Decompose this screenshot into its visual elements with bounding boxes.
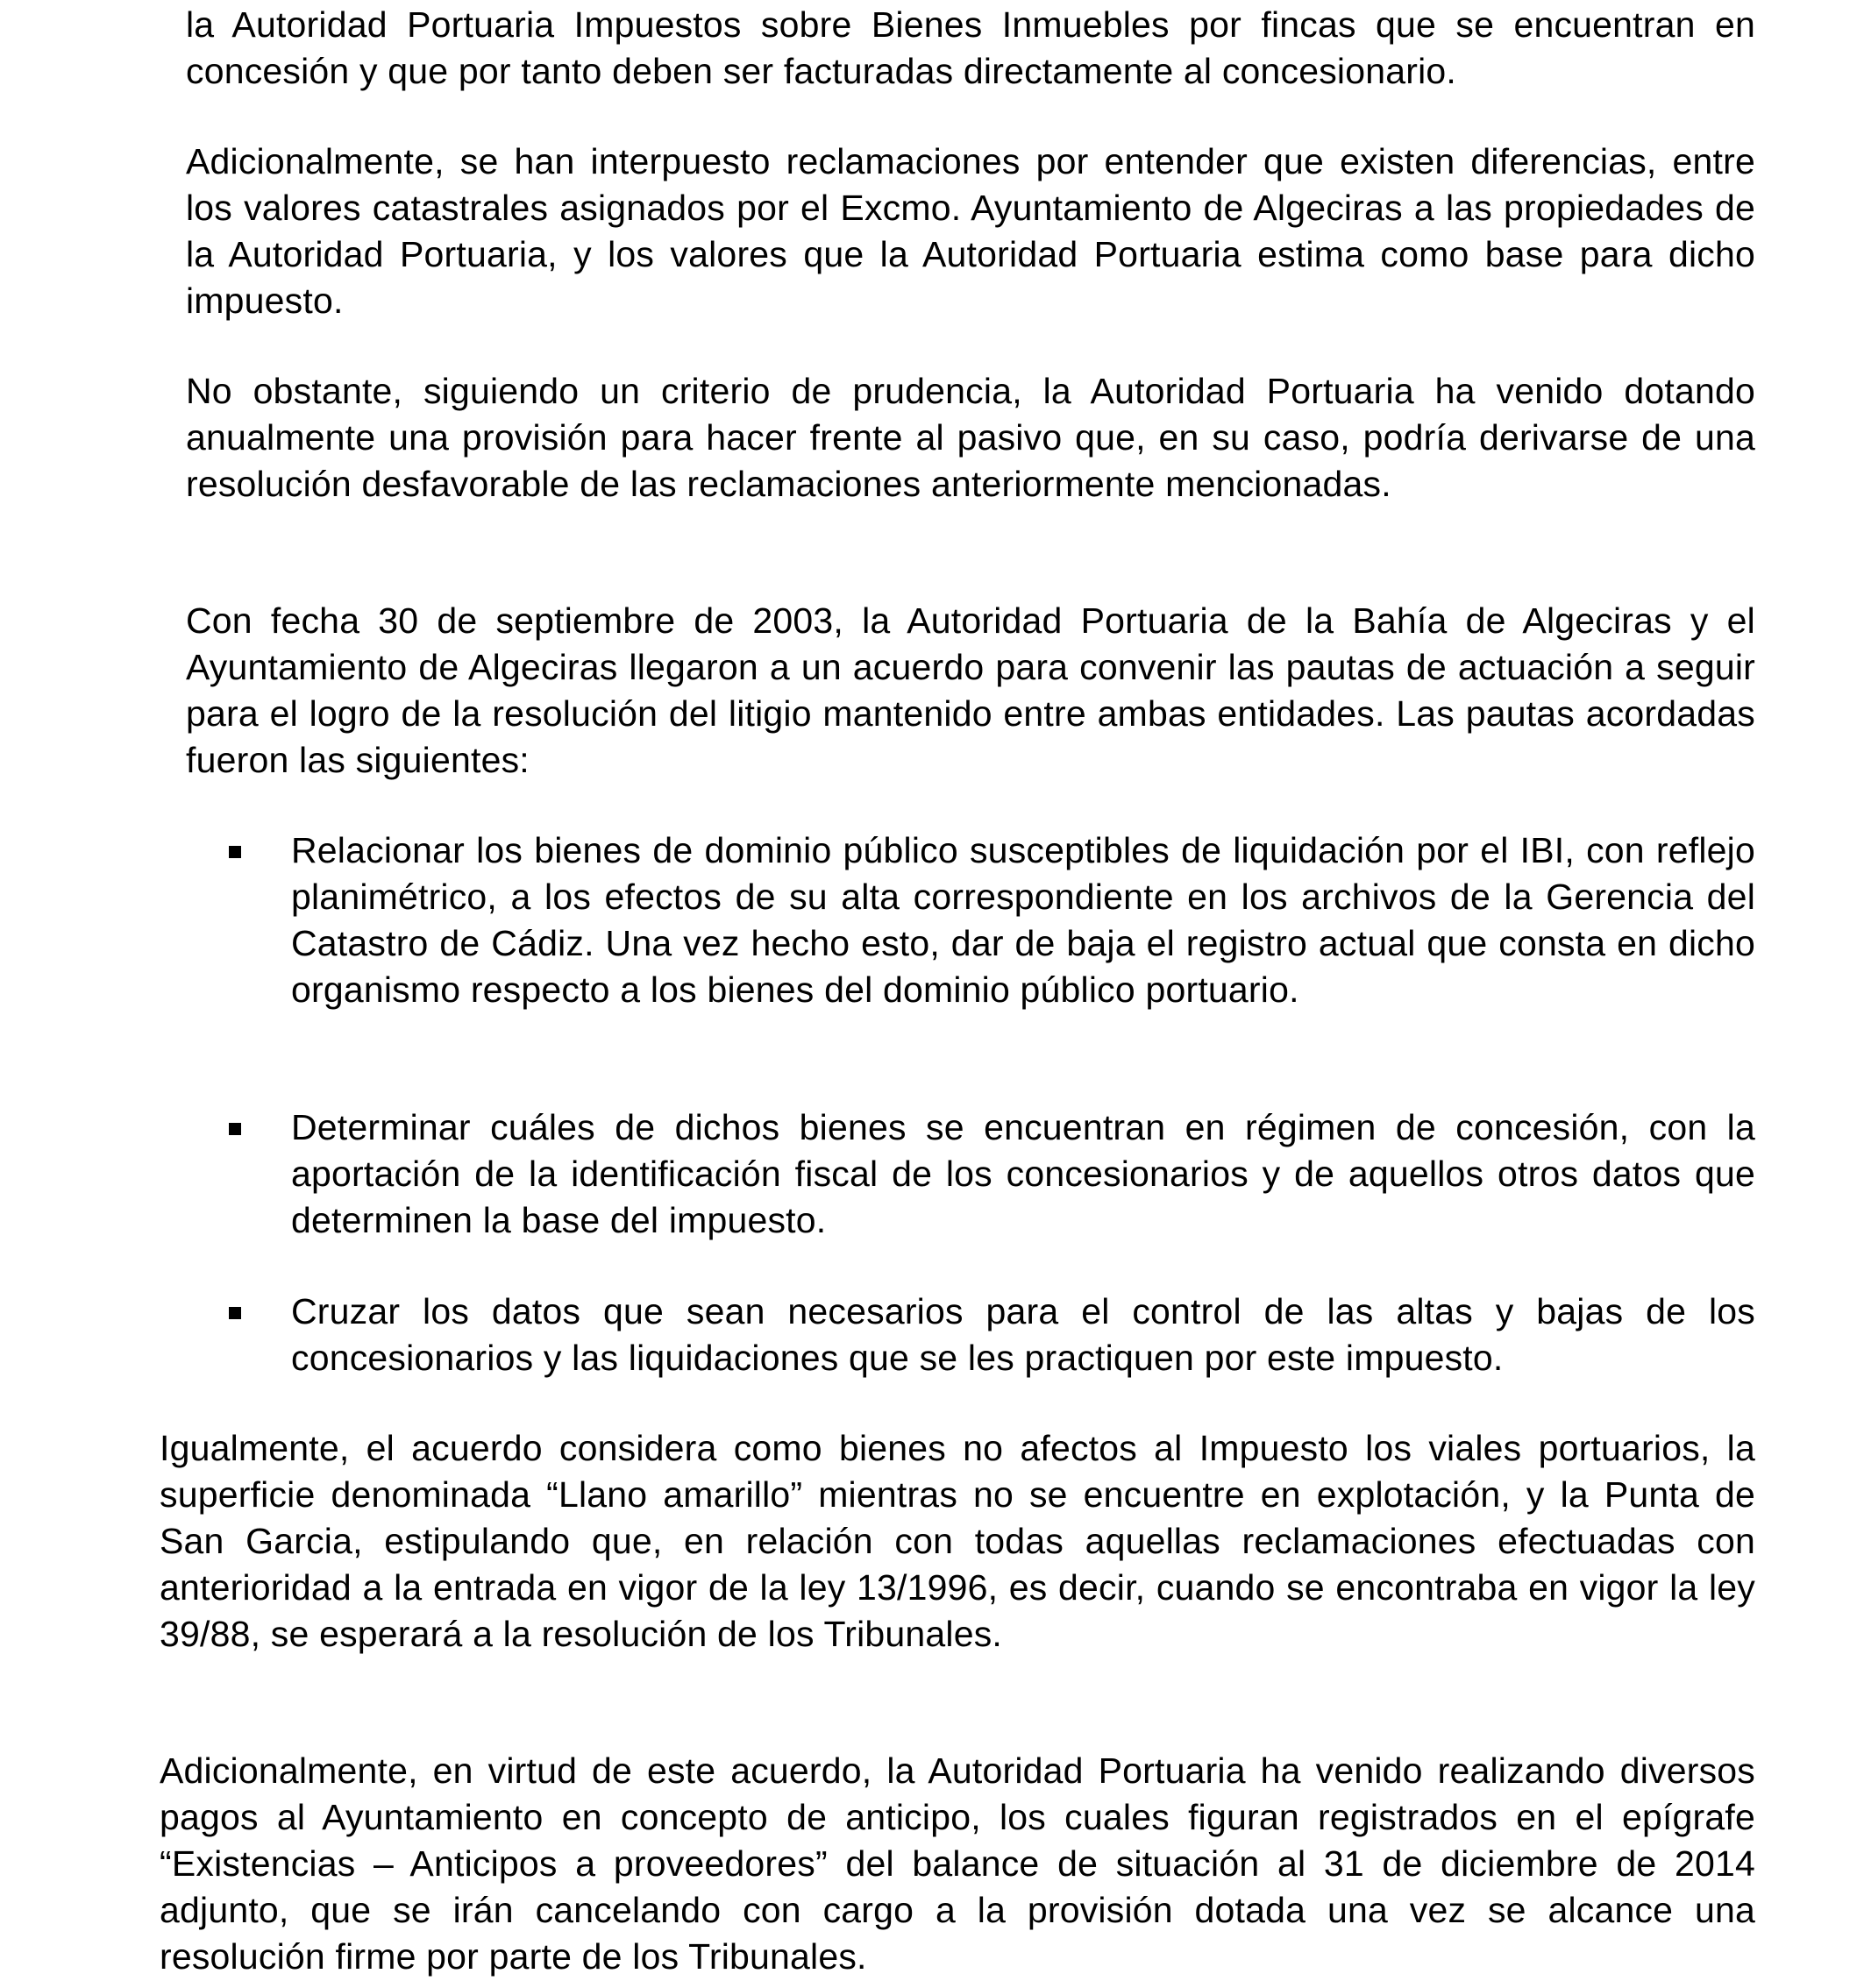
paragraph-acuerdo-2003: Con fecha 30 de septiembre de 2003, la Autoridad Portuaria de la Bahía de Algeciras y el Ayuntamiento de Algeciras llegaron a un acuerdo para convenir las pautas de actuación a seguir para el logro de la resolución del litigio mantenido entre ambas entidades. Las pautas acordadas fueron las siguientes:	[186, 600, 1755, 780]
bullet-text-cruzar-datos: Cruzar los datos que sean necesarios para el control de las altas y bajas de los concesionarios y las liquidaciones que se les practiquen por este impuesto.	[291, 1291, 1755, 1378]
square-bullet-icon	[229, 846, 241, 858]
square-bullet-icon	[229, 1307, 241, 1319]
paragraph-bienes-no-afectos: Igualmente, el acuerdo considera como bienes no afectos al Impuesto los viales portuarios, la superficie denominada “Llano amarillo” mientras no se encuentre en explotación, y la Punta de San Garcia, estipulando que, en relación con todas aquellas reclamaciones efectuadas con anterioridad a la entrada en vigor de la ley 13/1996, es decir, cuando se encontraba en vigor la ley 39/88, se esperará a la resolución de los Tribunales.	[160, 1428, 1755, 1654]
paragraph-ibi-concesiones: la Autoridad Portuaria Impuestos sobre Bienes Inmuebles por fincas que se encuentran en concesión y que por tanto deben ser facturadas directamente al concesionario.	[186, 4, 1755, 91]
bullet-text-relacionar-bienes: Relacionar los bienes de dominio público susceptibles de liquidación por el IBI, con reflejo planimétrico, a los efectos de su alta correspondiente en los archivos de la Gerencia del Catastro de Cádiz. Una vez hecho esto, dar de baja el registro actual que consta en dicho organismo respecto a los bienes del dominio público portuario.	[291, 830, 1755, 1010]
paragraph-pagos-anticipo: Adicionalmente, en virtud de este acuerdo, la Autoridad Portuaria ha venido realizando diversos pagos al Ayuntamiento en concepto de anticipo, los cuales figuran registrados en el epígrafe “Existencias – Anticipos a proveedores” del balance de situación al 31 de diciembre de 2014 adjunto, que se irán cancelando con cargo a la provisión dotada una vez se alcance una resolución firme por parte de los Tribunales.	[160, 1750, 1755, 1977]
paragraph-provision-prudencia: No obstante, siguiendo un criterio de prudencia, la Autoridad Portuaria ha venido dotando anualmente una provisión para hacer frente al pasivo que, en su caso, podría derivarse de una resolución desfavorable de las reclamaciones anteriormente mencionadas.	[186, 371, 1755, 504]
bullet-text-determinar-concesion: Determinar cuáles de dichos bienes se encuentran en régimen de concesión, con la aportación de la identificación fiscal de los concesionarios y de aquellos otros datos que determinen la base del impuesto.	[291, 1107, 1755, 1240]
square-bullet-icon	[229, 1123, 241, 1135]
paragraph-reclamaciones-valores-catastrales: Adicionalmente, se han interpuesto reclamaciones por entender que existen diferencias, entre los valores catastrales asignados por el Excmo. Ayuntamiento de Algeciras a las propiedades de la Autoridad Portuaria, y los valores que la Autoridad Portuaria estima como base para dicho impuesto.	[186, 141, 1755, 321]
